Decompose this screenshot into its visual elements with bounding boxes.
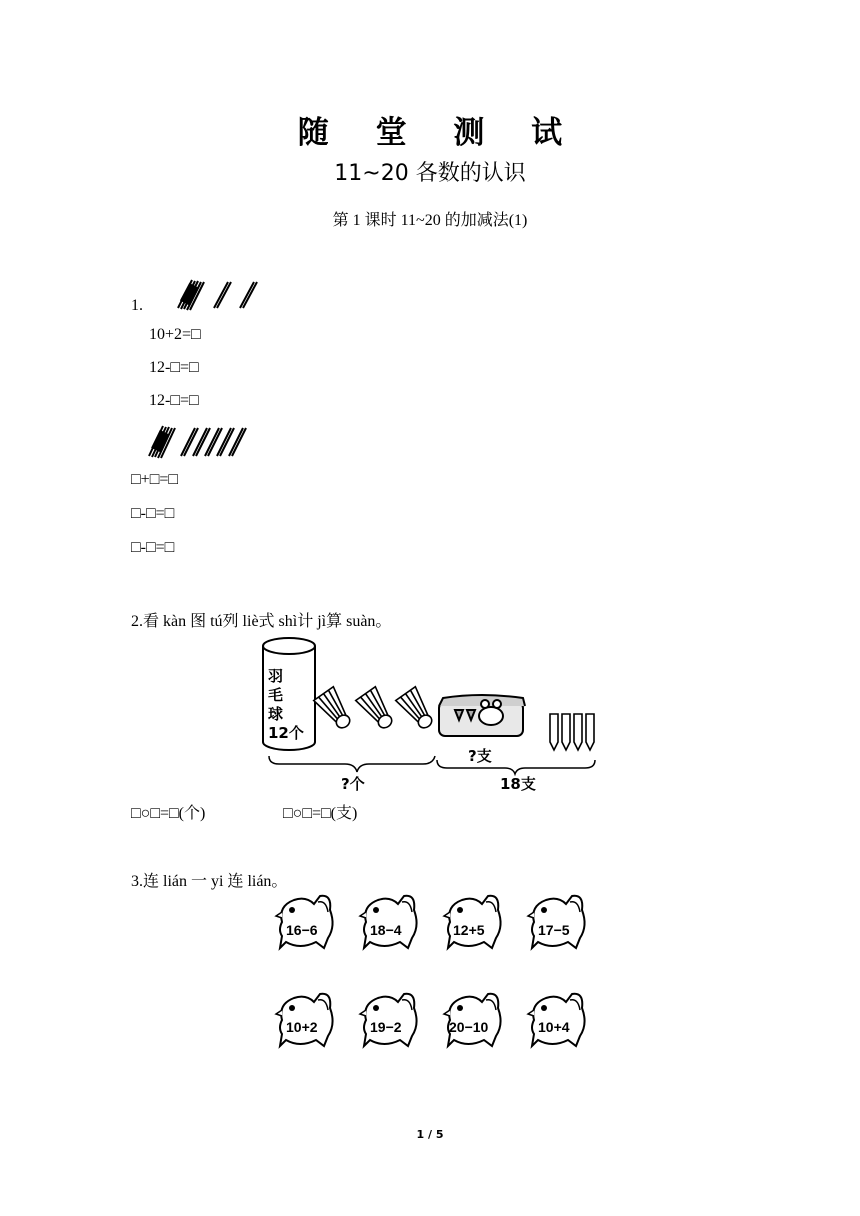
q1-eq-5: □-□=□ <box>131 505 175 522</box>
pencil-icon <box>550 714 594 750</box>
page-subtitle: 11~20 各数的认识 <box>334 161 526 186</box>
q1-eq-2: 12-□=□ <box>149 359 199 376</box>
chick-label: 19−2 <box>370 1019 402 1035</box>
q2-illustration <box>255 632 605 797</box>
shuttlecock-question: ?个 <box>341 775 365 793</box>
chick-label: 12+5 <box>453 922 485 938</box>
q1-eq-3: 12-□=□ <box>149 392 199 409</box>
chick-label: 16−6 <box>286 922 318 938</box>
q3-chicks <box>270 890 600 1060</box>
q1-eq-1: 10+2=□ <box>149 326 201 343</box>
chick-label: 17−5 <box>538 922 570 938</box>
chick-label: 10+4 <box>538 1019 570 1035</box>
chick-label: 20−10 <box>449 1019 489 1035</box>
pencil-case-icon <box>439 695 525 736</box>
shuttlecock-icon <box>314 687 439 734</box>
page-title: 随 堂 测 试 <box>297 115 581 151</box>
chick-label: 18−4 <box>370 922 402 938</box>
q3-prompt: 3.连 lián 一 yi 连 lián。 <box>131 873 288 890</box>
q2-prompt: 2.看 kàn 图 tú列 liè式 shì计 jì算 suàn。 <box>131 613 392 630</box>
chick-label: 10+2 <box>286 1019 318 1035</box>
tube-label: 羽 毛 球 12个 <box>268 667 304 742</box>
q2-equation-right: □○□=□(支) <box>283 805 358 822</box>
q1-eq-4: □+□=□ <box>131 471 179 488</box>
q1-eq-6: □-□=□ <box>131 539 175 556</box>
q1-number: 1. <box>131 297 143 314</box>
sticks-bundle-icon <box>170 274 265 314</box>
pencils-total: 18支 <box>500 775 536 793</box>
sticks-bundle-icon <box>143 422 248 460</box>
q2-equation-left: □○□=□(个) <box>131 805 206 822</box>
lesson-heading: 第 1 课时 11~20 的加减法(1) <box>332 212 528 229</box>
pencil-case-question: ?支 <box>468 747 492 765</box>
page-number: 1 / 5 <box>416 1128 444 1141</box>
